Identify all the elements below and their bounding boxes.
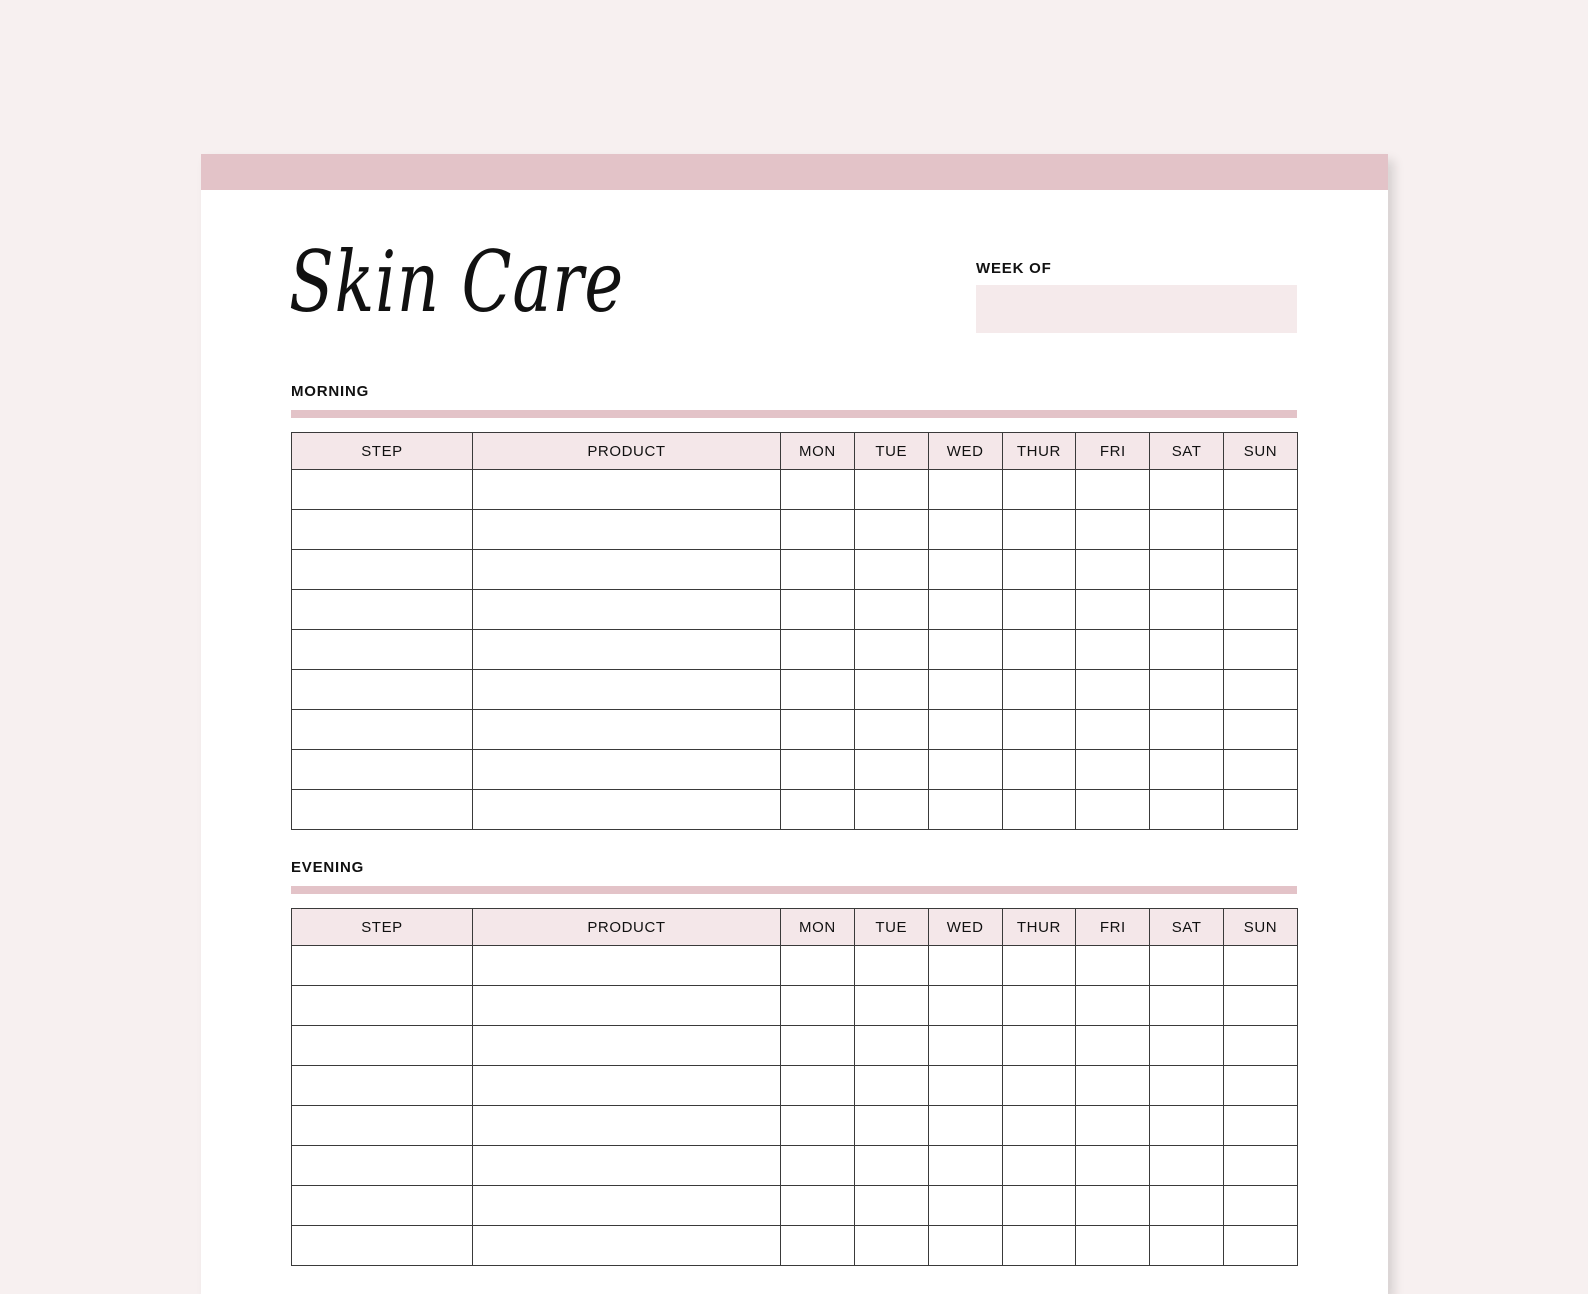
cell-thur[interactable] [1002,1226,1076,1266]
cell-fri[interactable] [1076,986,1150,1026]
cell-thur[interactable] [1002,1106,1076,1146]
cell-step[interactable] [292,986,473,1026]
table-row [292,550,1298,590]
cell-mon[interactable] [781,590,855,630]
cell-sun[interactable] [1224,510,1298,550]
column-header-tue: TUE [854,433,928,470]
cell-sun[interactable] [1224,1026,1298,1066]
cell-sun[interactable] [1224,670,1298,710]
cell-product[interactable] [473,1106,781,1146]
cell-product[interactable] [473,790,781,830]
cell-tue[interactable] [854,1066,928,1106]
cell-mon[interactable] [781,550,855,590]
cell-product[interactable] [473,670,781,710]
cell-mon[interactable] [781,630,855,670]
column-header-step: STEP [292,433,473,470]
cell-thur[interactable] [1002,1146,1076,1186]
cell-thur[interactable] [1002,550,1076,590]
column-header-sat: SAT [1150,909,1224,946]
table-row [292,790,1298,830]
table-row [292,750,1298,790]
cell-step[interactable] [292,630,473,670]
cell-sun[interactable] [1224,1066,1298,1106]
cell-product[interactable] [473,1026,781,1066]
cell-sun[interactable] [1224,550,1298,590]
table-row [292,630,1298,670]
cell-tue[interactable] [854,510,928,550]
cell-wed[interactable] [928,1066,1002,1106]
table-row [292,946,1298,986]
cell-mon[interactable] [781,1146,855,1186]
cell-fri[interactable] [1076,1146,1150,1186]
cell-product[interactable] [473,1226,781,1266]
cell-sat[interactable] [1150,630,1224,670]
cell-step[interactable] [292,710,473,750]
cell-wed[interactable] [928,946,1002,986]
cell-step[interactable] [292,1226,473,1266]
cell-sun[interactable] [1224,470,1298,510]
cell-fri[interactable] [1076,550,1150,590]
cell-sun[interactable] [1224,1146,1298,1186]
morning-routine-table [291,432,1298,830]
cell-sat[interactable] [1150,510,1224,550]
cell-fri[interactable] [1076,710,1150,750]
cell-thur[interactable] [1002,790,1076,830]
table-row [292,1186,1298,1226]
cell-sat[interactable] [1150,1106,1224,1146]
evening-table-body [292,946,1298,1266]
cell-product[interactable] [473,550,781,590]
cell-step[interactable] [292,790,473,830]
cell-mon[interactable] [781,1186,855,1226]
cell-step[interactable] [292,470,473,510]
column-header-sat: SAT [1150,433,1224,470]
table-row [292,986,1298,1026]
cell-sat[interactable] [1150,470,1224,510]
cell-tue[interactable] [854,790,928,830]
cell-product[interactable] [473,1186,781,1226]
cell-tue[interactable] [854,946,928,986]
column-header-sun: SUN [1224,433,1298,470]
cell-fri[interactable] [1076,510,1150,550]
cell-wed[interactable] [928,1106,1002,1146]
cell-product[interactable] [473,710,781,750]
cell-product[interactable] [473,590,781,630]
table-row [292,470,1298,510]
cell-sun[interactable] [1224,946,1298,986]
cell-thur[interactable] [1002,1066,1076,1106]
cell-thur[interactable] [1002,470,1076,510]
cell-sat[interactable] [1150,986,1224,1026]
table-row [292,1026,1298,1066]
column-header-product: PRODUCT [473,433,781,470]
column-header-fri: FRI [1076,909,1150,946]
cell-mon[interactable] [781,1026,855,1066]
cell-wed[interactable] [928,1146,1002,1186]
cell-wed[interactable] [928,510,1002,550]
cell-tue[interactable] [854,550,928,590]
cell-step[interactable] [292,590,473,630]
cell-thur[interactable] [1002,750,1076,790]
cell-sat[interactable] [1150,1066,1224,1106]
week-of-label: WEEK OF [976,260,1052,277]
cell-product[interactable] [473,1146,781,1186]
cell-fri[interactable] [1076,750,1150,790]
cell-sat[interactable] [1150,670,1224,710]
evening-section-label: EVENING [291,859,365,876]
cell-mon[interactable] [781,710,855,750]
week-of-field[interactable] [976,285,1297,333]
cell-step[interactable] [292,946,473,986]
evening-section-rule [291,886,1297,894]
cell-wed[interactable] [928,670,1002,710]
cell-step[interactable] [292,1026,473,1066]
cell-sun[interactable] [1224,986,1298,1026]
cell-mon[interactable] [781,790,855,830]
cell-fri[interactable] [1076,470,1150,510]
column-header-product: PRODUCT [473,909,781,946]
table-row [292,590,1298,630]
cell-tue[interactable] [854,986,928,1026]
column-header-mon: MON [781,433,855,470]
cell-product[interactable] [473,630,781,670]
cell-thur[interactable] [1002,710,1076,750]
cell-tue[interactable] [854,630,928,670]
cell-wed[interactable] [928,590,1002,630]
cell-thur[interactable] [1002,670,1076,710]
cell-sat[interactable] [1150,1146,1224,1186]
morning-table-body [292,470,1298,830]
cell-thur[interactable] [1002,1186,1076,1226]
cell-wed[interactable] [928,750,1002,790]
column-header-tue: TUE [854,909,928,946]
cell-wed[interactable] [928,470,1002,510]
cell-mon[interactable] [781,946,855,986]
cell-step[interactable] [292,550,473,590]
cell-fri[interactable] [1076,590,1150,630]
cell-mon[interactable] [781,510,855,550]
table-row [292,510,1298,550]
evening-routine-table [291,908,1298,1266]
column-header-step: STEP [292,909,473,946]
table-row [292,670,1298,710]
cell-tue[interactable] [854,590,928,630]
cell-tue[interactable] [854,1186,928,1226]
morning-section-rule [291,410,1297,418]
cell-tue[interactable] [854,1226,928,1266]
column-header-mon: MON [781,909,855,946]
table-row [292,1106,1298,1146]
cell-sat[interactable] [1150,1226,1224,1266]
cell-product[interactable] [473,946,781,986]
cell-fri[interactable] [1076,1226,1150,1266]
cell-product[interactable] [473,470,781,510]
table-row [292,710,1298,750]
page-title: Skin Care [289,233,624,331]
cell-sat[interactable] [1150,790,1224,830]
cell-sun[interactable] [1224,1226,1298,1266]
cell-wed[interactable] [928,1026,1002,1066]
cell-thur[interactable] [1002,1026,1076,1066]
top-accent-band [201,154,1388,190]
cell-wed[interactable] [928,1226,1002,1266]
cell-step[interactable] [292,1066,473,1106]
table-row [292,1146,1298,1186]
cell-sun[interactable] [1224,1186,1298,1226]
cell-sat[interactable] [1150,1186,1224,1226]
cell-wed[interactable] [928,986,1002,1026]
cell-mon[interactable] [781,986,855,1026]
cell-mon[interactable] [781,1226,855,1266]
cell-sun[interactable] [1224,630,1298,670]
cell-tue[interactable] [854,710,928,750]
cell-thur[interactable] [1002,590,1076,630]
cell-step[interactable] [292,670,473,710]
cell-step[interactable] [292,750,473,790]
cell-mon[interactable] [781,1066,855,1106]
column-header-thur: THUR [1002,909,1076,946]
cell-sun[interactable] [1224,1106,1298,1146]
cell-mon[interactable] [781,750,855,790]
cell-sat[interactable] [1150,750,1224,790]
cell-tue[interactable] [854,470,928,510]
cell-sat[interactable] [1150,710,1224,750]
cell-product[interactable] [473,1066,781,1106]
table-row [292,1226,1298,1266]
planner-sheet [201,154,1388,1294]
cell-wed[interactable] [928,550,1002,590]
column-header-wed: WED [928,909,1002,946]
cell-sun[interactable] [1224,750,1298,790]
cell-thur[interactable] [1002,630,1076,670]
cell-wed[interactable] [928,790,1002,830]
cell-sat[interactable] [1150,590,1224,630]
cell-step[interactable] [292,510,473,550]
cell-product[interactable] [473,750,781,790]
column-header-wed: WED [928,433,1002,470]
cell-wed[interactable] [928,630,1002,670]
cell-sun[interactable] [1224,790,1298,830]
cell-wed[interactable] [928,710,1002,750]
cell-mon[interactable] [781,470,855,510]
morning-section-label: MORNING [291,383,370,400]
column-header-thur: THUR [1002,433,1076,470]
cell-fri[interactable] [1076,1026,1150,1066]
cell-sun[interactable] [1224,710,1298,750]
cell-tue[interactable] [854,1146,928,1186]
cell-fri[interactable] [1076,1186,1150,1226]
cell-thur[interactable] [1002,510,1076,550]
column-header-fri: FRI [1076,433,1150,470]
column-header-sun: SUN [1224,909,1298,946]
cell-fri[interactable] [1076,1106,1150,1146]
table-header-row [292,909,1298,946]
cell-fri[interactable] [1076,946,1150,986]
cell-sat[interactable] [1150,550,1224,590]
cell-thur[interactable] [1002,986,1076,1026]
cell-step[interactable] [292,1146,473,1186]
cell-fri[interactable] [1076,790,1150,830]
cell-tue[interactable] [854,750,928,790]
cell-sun[interactable] [1224,590,1298,630]
cell-mon[interactable] [781,1106,855,1146]
cell-product[interactable] [473,510,781,550]
cell-wed[interactable] [928,1186,1002,1226]
cell-mon[interactable] [781,670,855,710]
cell-fri[interactable] [1076,630,1150,670]
cell-tue[interactable] [854,1106,928,1146]
cell-step[interactable] [292,1106,473,1146]
cell-thur[interactable] [1002,946,1076,986]
cell-sat[interactable] [1150,1026,1224,1066]
cell-tue[interactable] [854,1026,928,1066]
table-row [292,1066,1298,1106]
cell-product[interactable] [473,986,781,1026]
cell-fri[interactable] [1076,1066,1150,1106]
cell-step[interactable] [292,1186,473,1226]
cell-fri[interactable] [1076,670,1150,710]
table-header-row [292,433,1298,470]
cell-tue[interactable] [854,670,928,710]
cell-sat[interactable] [1150,946,1224,986]
